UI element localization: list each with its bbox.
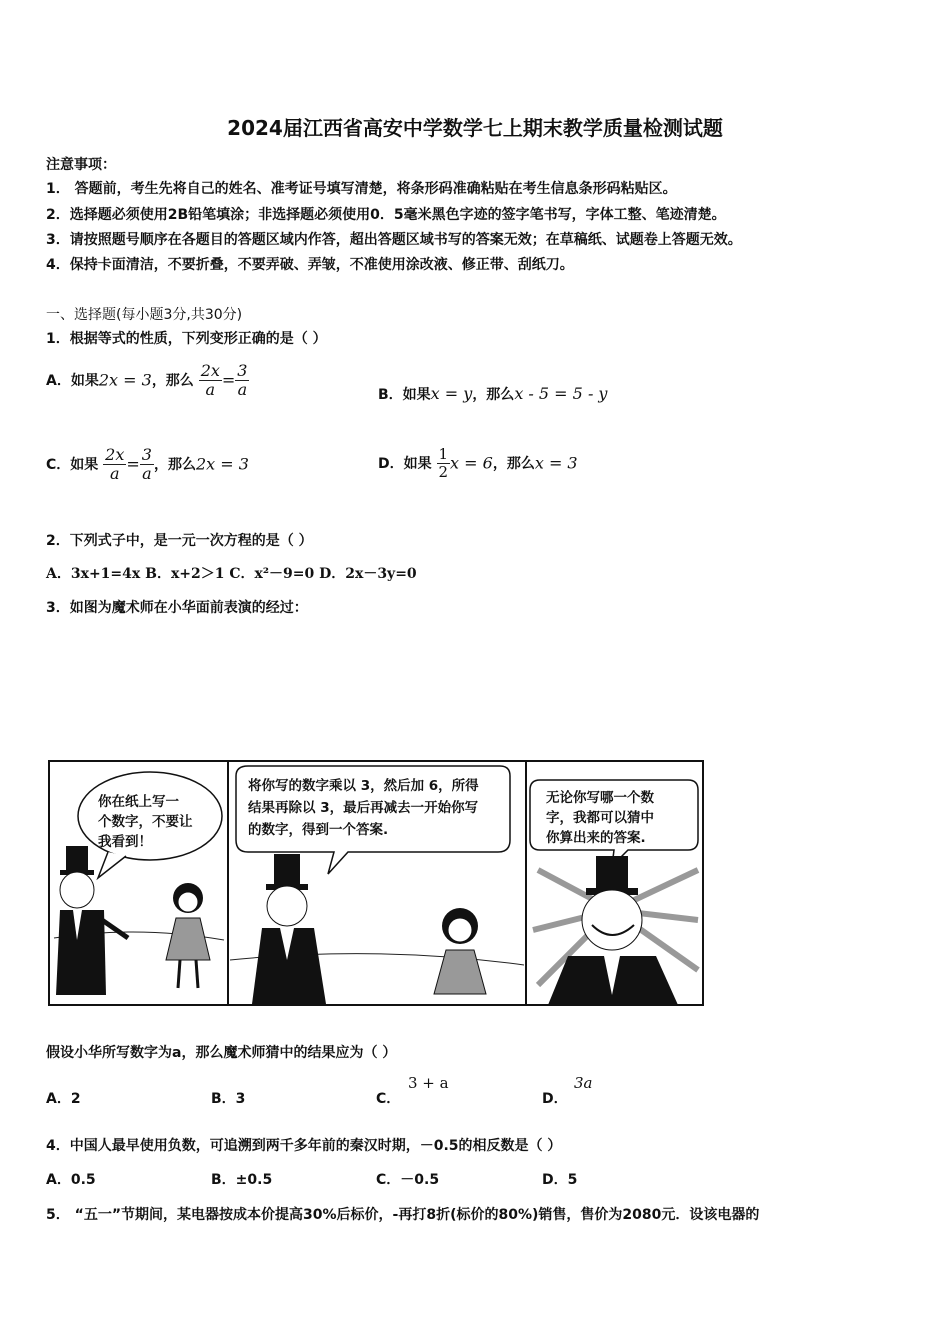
notice-item-2: 2．选择题必须使用2B铅笔填涂；非选择题必须使用0．5毫米黑色字迹的签字笔书写，字体工整、笔迹清楚。 — [46, 207, 726, 223]
page-title: 2024届江西省高安中学数学七上期末教学质量检测试题 — [227, 116, 723, 140]
magician-comic — [48, 760, 704, 1006]
svg-text:个数字，不要让: 个数字，不要让 — [98, 814, 193, 830]
q3-option-d-label: D． — [542, 1091, 568, 1107]
q2-stem: 2．下列式子中，是一元一次方程的是（ ） — [46, 533, 313, 549]
notice-heading: 注意事项： — [46, 157, 116, 173]
svg-text:字，我都可以猜中: 字，我都可以猜中 — [546, 810, 654, 826]
q1-stem: 1．根据等式的性质，下列变形正确的是（ ） — [46, 331, 327, 347]
svg-text:我看到！: 我看到！ — [98, 834, 152, 850]
q3-option-c-label: C． — [376, 1091, 401, 1107]
q4-option-b: B．±0.5 — [211, 1172, 273, 1188]
fraction: $\frac{2x}{a}$ — [200, 361, 220, 399]
fraction: $\frac{3}{a}$ — [141, 445, 152, 483]
notice-item-3: 3．请按照题号顺序在各题目的答题区域内作答，超出答题区域书写的答案无效；在草稿纸、试题卷上答题无效。 — [46, 232, 742, 248]
q4-option-c: C．－0.5 — [376, 1172, 440, 1188]
q5-stem: 5． “五一”节期间，某电器按成本价提高30%后标价，-再打8折(标价的80%)销售，售价为2080元．设该电器的 — [46, 1207, 760, 1223]
svg-text:无论你写哪一个数: 无论你写哪一个数 — [546, 790, 654, 806]
q1-option-b: B．如果x = y，那么x - 5 = 5 - y — [378, 384, 608, 403]
q4-option-d: D．5 — [542, 1172, 578, 1188]
q4-stem: 4．中国人最早使用负数，可追溯到两千多年前的秦汉时期，－0.5的相反数是（ ） — [46, 1138, 562, 1154]
notice-item-1: 1． 答题前，考生先将自己的姓名、准考证号填写清楚，将条形码准确粘贴在考生信息条形码粘贴区。 — [46, 181, 677, 197]
svg-text:将你写的数字乘以 3，然后加 6，所得: 将你写的数字乘以 3，然后加 6，所得 — [248, 778, 479, 794]
fraction: $\frac{2x}{a}$ — [105, 445, 125, 483]
q2-options: A．3x+1=4x B．x+2＞1 C．x²－9=0 D．2x－3y=0 — [46, 566, 417, 582]
fraction: $\frac{3}{a}$ — [237, 361, 248, 399]
svg-text:你在纸上写一: 你在纸上写一 — [98, 794, 179, 810]
q3-option-a: A．2 — [46, 1091, 81, 1107]
q1-option-d: D．如果 $\frac{1}{2}$ x = 6，那么x = 3 — [378, 445, 578, 481]
q4-option-a: A．0.5 — [46, 1172, 96, 1188]
svg-text:你算出来的答案.: 你算出来的答案. — [546, 830, 646, 846]
q3-follow-up: 假设小华所写数字为a，那么魔术师猜中的结果应为（ ） — [46, 1045, 397, 1061]
q3-option-d-expr: 3a — [574, 1074, 593, 1092]
section-heading: 一、选择题(每小题3分,共30分) — [46, 307, 243, 323]
q3-option-c-expr: 3 + a — [408, 1074, 449, 1092]
svg-text:的数字，得到一个答案.: 的数字，得到一个答案. — [248, 822, 389, 838]
svg-text:结果再除以 3，最后再减去一开始你写: 结果再除以 3，最后再减去一开始你写 — [248, 800, 479, 816]
notice-item-4: 4．保持卡面清洁，不要折叠，不要弄破、弄皱，不准使用涂改液、修正带、刮纸刀。 — [46, 257, 574, 273]
fraction: $\frac{1}{2}$ — [438, 445, 449, 481]
q1-option-c: C．如果 $\frac{2x}{a}$ = $\frac{3}{a}$ ，那么2x = 3 — [46, 445, 249, 483]
q1-option-a: A．如果2x = 3，那么 $\frac{2x}{a}$ = $\frac{3}{a}$ — [46, 361, 248, 399]
q3-stem: 3．如图为魔术师在小华面前表演的经过： — [46, 600, 308, 616]
q3-option-b: B．3 — [211, 1091, 246, 1107]
